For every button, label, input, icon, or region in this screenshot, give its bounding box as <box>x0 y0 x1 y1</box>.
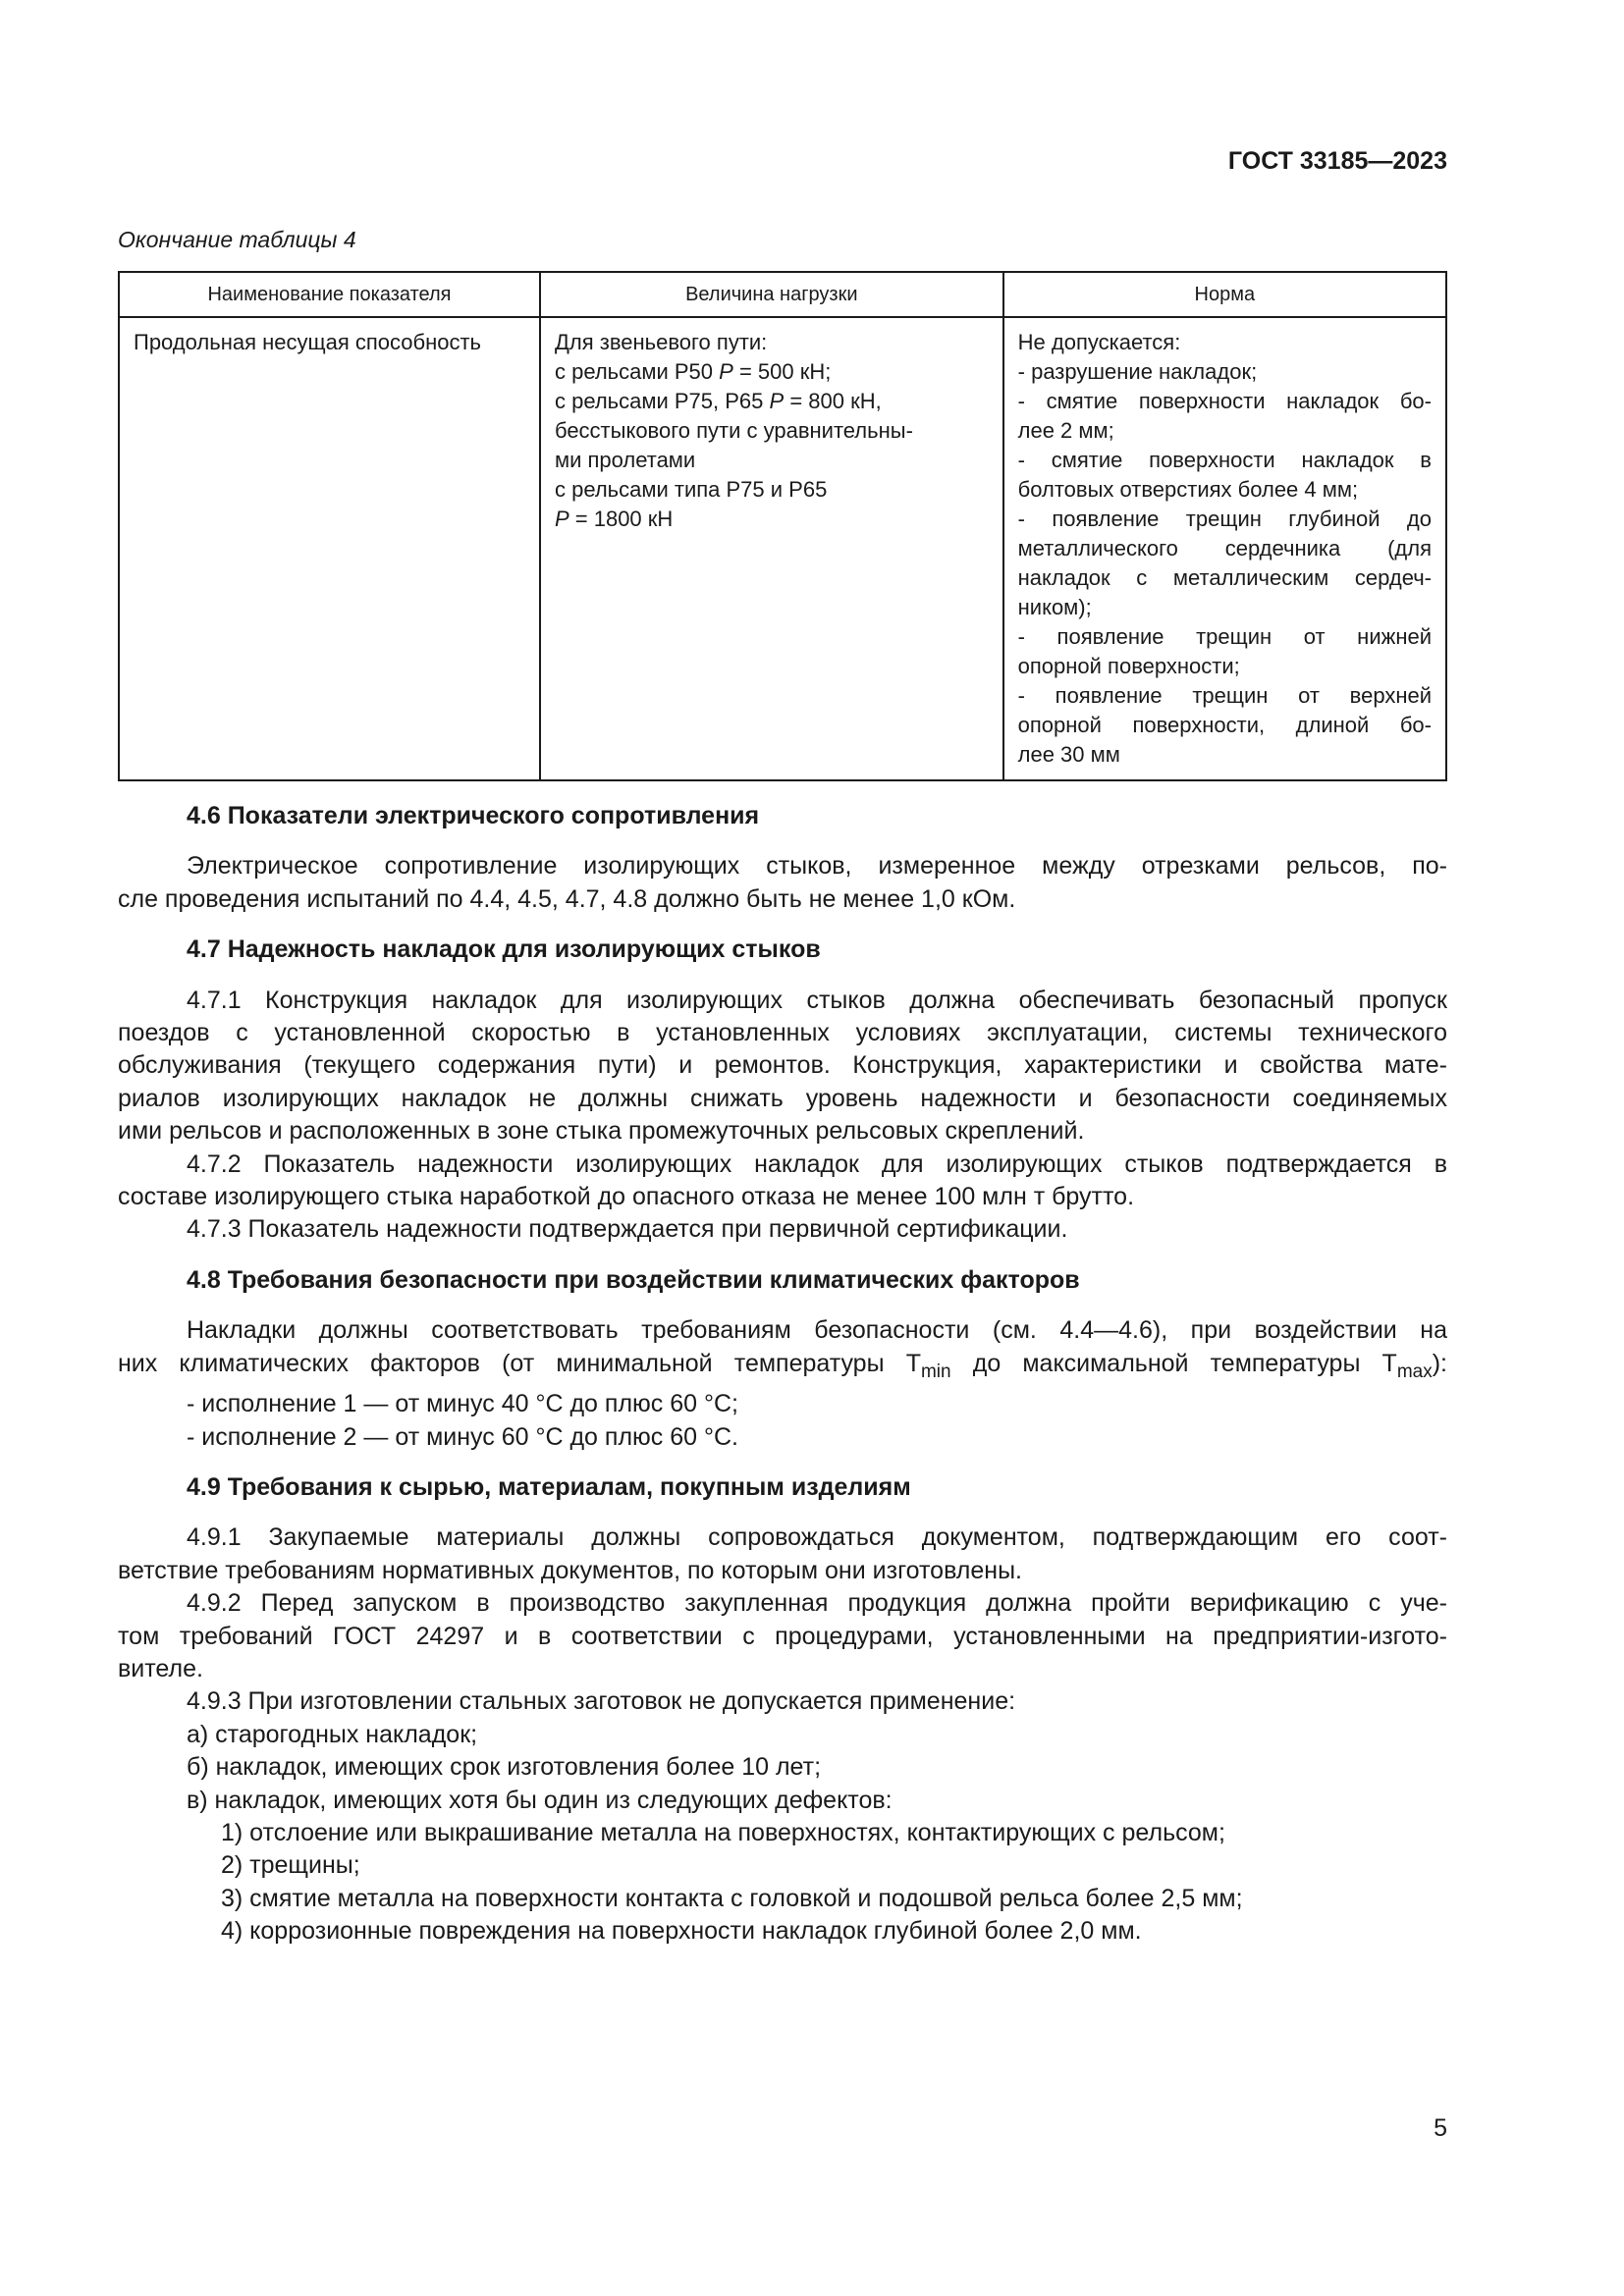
paragraph-4-8: Накладки должны соответствовать требованиям безопасности (см. 4.4—4.6), при воздействии на них климатических факторов (от минимальной температуры $T_{min}$ до максимальной температуры $T_{max}$): <box>118 1316 1448 1382</box>
list-item: - исполнение 2 — от минус 60 °С до плюс 60 °С. <box>187 1422 738 1451</box>
table-caption: Окончание таблицы 4 <box>118 227 356 252</box>
sub-list-item: 4) коррозионные повреждения на поверхности накладок глубиной более 2,0 мм. <box>221 1917 1142 1946</box>
indicator-name: Продольная несущая способность <box>134 330 481 354</box>
load-line: Для звеньевого пути: <box>554 330 768 354</box>
paragraph: Электрическое сопротивление изолирующих стыков, измеренное между отрезками рельсов, по- <box>187 852 1447 881</box>
norm-line: металлического сердечника (для <box>1017 536 1432 561</box>
paragraph-4-7-2: 4.7.2 Показатель надежности изолирующих накладок для изолирующих стыков подтверждается в составе изолирующего стыка наработкой до опасного отказа не менее 100 млн т брутто. <box>118 1149 1447 1211</box>
section-heading-4-6: 4.6 Показатели электрического сопротивления <box>187 802 760 829</box>
sub-list-item: 2) трещины; <box>221 1851 360 1880</box>
column-header: Наименование показателя <box>119 272 540 317</box>
indicator-name-cell <box>119 317 540 780</box>
paragraph-4-7-1: 4.7.1 Конструкция накладок для изолирующих стыков должна обеспечивать безопасный пропуск поездов с установленной скоростью в установленных условиях эксплуатации, системы технического обслуживания (текущего содержания пути) и ремонтов. Конструкция, характеристики и свойства мате- риалов изолирующих накладок не должны снижать уровень надежности и безопасности соединяемых ими рельсов и расположенных в зоне стыка промежуточных рельсовых скреплений. <box>118 986 1447 1146</box>
norm-line: ником); <box>1017 595 1092 619</box>
list-item: в) накладок, имеющих хотя бы один из следующих дефектов: <box>187 1786 893 1814</box>
load-line: с рельсами типа Р75 и Р65 <box>554 477 828 502</box>
norm-line: - появление трещин от нижней <box>1017 624 1432 649</box>
load-line: ми пролетами <box>554 448 696 472</box>
column-header: Величина нагрузки <box>540 272 1003 317</box>
paragraph-continuation: сле проведения испытаний по 4.4, 4.5, 4.7, 4.8 должно быть не менее 1,0 кОм. <box>118 884 1016 913</box>
document-id-header: ГОСТ 33185—2023 <box>1227 147 1447 175</box>
sub-list-item: 3) смятие металла на поверхности контакта с головкой и подошвой рельса более 2,5 мм; <box>221 1884 1243 1912</box>
list-item: а) старогодных накладок; <box>187 1720 478 1748</box>
norm-line: опорной поверхности, длиной бо- <box>1017 713 1432 737</box>
section-heading-4-7: 4.7 Надежность накладок для изолирующих стыков <box>187 935 821 964</box>
norm-line: лее 2 мм; <box>1017 418 1114 443</box>
norm-line: - смятие поверхности накладок в <box>1017 448 1432 472</box>
load-line: с рельсами Р75, Р65 P = 800 кН, <box>554 389 882 413</box>
paragraph-4-9-2: 4.9.2 Перед запуском в производство закупленная продукция должна пройти верификацию с уче- том требований ГОСТ 24297 и в соответствии с процедурами, установленными на предприятии-изгото- вителе. <box>118 1589 1447 1682</box>
norm-line: накладок с металлическим сердеч- <box>1017 565 1432 590</box>
norm-line: - появление трещин глубиной до <box>1017 507 1432 531</box>
load-line: бесстыкового пути с уравнительны- <box>554 418 913 443</box>
norm-line: - разрушение накладок; <box>1017 359 1258 384</box>
norm-cell <box>1003 317 1446 780</box>
paragraph-4-7-3: 4.7.3 Показатель надежности подтверждается при первичной сертификации. <box>187 1215 1068 1244</box>
section-heading-4-8: 4.8 Требования безопасности при воздействии климатических факторов <box>187 1265 1080 1294</box>
norm-line: опорной поверхности; <box>1017 654 1240 678</box>
paragraph-4-9-1: 4.9.1 Закупаемые материалы должны сопровождаться документом, подтверждающим его соот- ветствие требованиям нормативных документов, по которым они изготовлены. <box>118 1523 1447 1584</box>
norm-line: болтовых отверстиях более 4 мм; <box>1017 477 1359 502</box>
list-item: б) накладок, имеющих срок изготовления более 10 лет; <box>187 1753 822 1782</box>
table-row <box>119 317 1446 780</box>
section-heading-4-9: 4.9 Требования к сырью, материалам, покупным изделиям <box>187 1472 911 1501</box>
norm-line: - появление трещин от верхней <box>1017 683 1432 708</box>
norm-line: Не допускается: <box>1017 330 1181 354</box>
table-header-row <box>119 272 1446 317</box>
norm-line: - смятие поверхности накладок бо- <box>1017 389 1432 413</box>
document-page <box>118 0 1447 2296</box>
table-4 <box>118 271 1447 781</box>
load-cell <box>540 317 1003 780</box>
list-item: - исполнение 1 — от минус 40 °С до плюс 60 °С; <box>187 1390 738 1418</box>
load-line: P = 1800 кН <box>554 507 674 531</box>
load-line: с рельсами Р50 P = 500 кН; <box>554 359 832 384</box>
column-header: Норма <box>1003 272 1446 317</box>
sub-list-item: 1) отслоение или выкрашивание металла на поверхностях, контактирующих с рельсом; <box>221 1818 1225 1846</box>
document-body <box>118 800 1447 1949</box>
paragraph-4-9-3: 4.9.3 При изготовлении стальных заготовок не допускается применение: <box>187 1687 1016 1716</box>
page-number: 5 <box>1434 2114 1447 2142</box>
norm-line: лее 30 мм <box>1017 742 1120 767</box>
